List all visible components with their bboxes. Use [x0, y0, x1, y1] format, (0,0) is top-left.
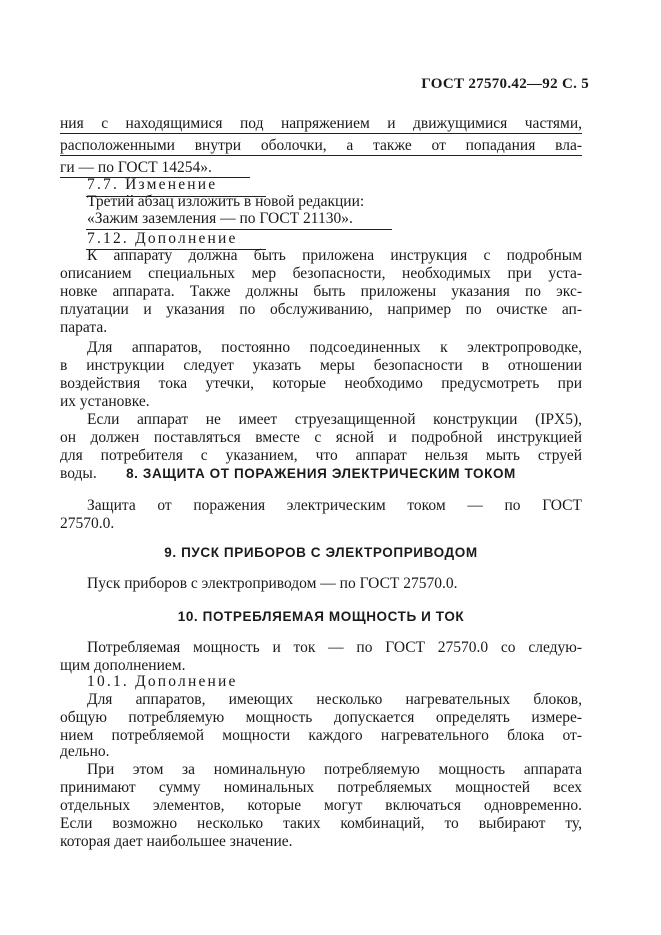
- text-line: щим дополнением.: [60, 657, 186, 674]
- text-line: принимают сумму номинальных потребляемых мощностей всех: [60, 779, 582, 796]
- section-heading: 9. ПУСК ПРИБОРОВ С ЭЛЕКТРОПРИВОДОМ: [164, 545, 478, 560]
- text-line: воды.: [60, 465, 97, 482]
- text-line: Пуск приборов с электроприводом — по ГОСТ 27570.0.: [87, 575, 458, 592]
- text-line: плуатации и указания по обслуживанию, например по очистке ап-: [60, 301, 582, 318]
- underline-rule: [60, 133, 582, 134]
- clause-title: 7.12. Дополнение: [87, 230, 238, 247]
- clause-title: 10.1. Дополнение: [87, 673, 238, 690]
- text-line: нием потребляемой мощности каждого нагревательного блока от-: [60, 727, 582, 744]
- text-line: Потребляемая мощность и ток — по ГОСТ 27570.0 со следую-: [87, 639, 582, 656]
- text-line: отдельных элементов, которые могут включаться одновременно.: [60, 797, 582, 814]
- text-line: К аппарату должна быть приложена инструкция с подробным: [87, 247, 582, 264]
- text-line: 27570.0.: [60, 515, 115, 532]
- text-line: которая дает наибольшее значение.: [60, 833, 293, 850]
- text-line: расположенными внутри оболочки, а также от попадания вла-: [60, 137, 582, 154]
- clause-title: 7.7. Изменение: [87, 176, 218, 193]
- text-line: он должен поставляться вместе с ясной и подробной инструкцией: [60, 429, 582, 446]
- text-line: Если аппарат не имеет струезащищенной конструкции (IPX5),: [87, 411, 582, 428]
- page-header: ГОСТ 27570.42—92 С. 5: [421, 76, 589, 92]
- text-line: Если возможно несколько таких комбинаций, то выбирают ту,: [60, 815, 582, 832]
- text-line: ния с находящимися под напряжением и движущимися частями,: [60, 115, 582, 132]
- text-line: Третий абзац изложить в новой редакции:: [87, 193, 365, 210]
- text-line: При этом за номинальную потребляемую мощность аппарата: [87, 761, 582, 778]
- text-line: для потребителя с указанием, что аппарат нельзя мыть струей: [60, 447, 582, 464]
- underline-rule: [60, 155, 582, 156]
- text-line: Защита от поражения электрическим током — по ГОСТ: [87, 497, 582, 514]
- text-line: описанием специальных мер безопасности, необходимых при уста-: [60, 265, 582, 282]
- text-line: их установке.: [60, 393, 150, 410]
- text-line: новке аппарата. Также должны быть приложены указания по экс-: [60, 283, 582, 300]
- text-line: «Зажим заземления — по ГОСТ 21130».: [87, 210, 353, 227]
- section-heading: 8. ЗАЩИТА ОТ ПОРАЖЕНИЯ ЭЛЕКТРИЧЕСКИМ ТОКОМ: [126, 466, 516, 481]
- text-line: воздействия тока утечки, которые необходимо предусмотреть при: [60, 375, 582, 392]
- text-line: общую потребляемую мощность допускается определять измере-: [60, 709, 582, 726]
- text-line: дельно.: [60, 743, 110, 760]
- text-line: Для аппаратов, постоянно подсоединенных к электропроводке,: [87, 339, 582, 356]
- text-line: Для аппаратов, имеющих несколько нагревательных блоков,: [87, 691, 582, 708]
- text-line: парата.: [60, 319, 108, 336]
- text-line: ги — по ГОСТ 14254».: [60, 159, 212, 176]
- section-heading: 10. ПОТРЕБЛЯЕМАЯ МОЩНОСТЬ И ТОК: [177, 609, 465, 624]
- text-line: в инструкции следует указать меры безопасности в отношении: [60, 357, 582, 374]
